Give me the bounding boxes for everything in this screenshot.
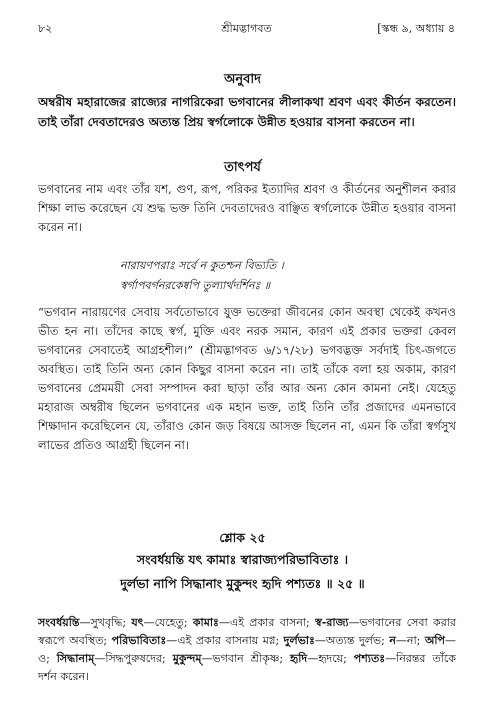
synonym-meaning: —এই প্রকার বাসনা; xyxy=(218,616,316,629)
synonym-meaning: —হৃদয়ে; xyxy=(307,652,354,665)
sloka-heading: শ্লোক ২৫ xyxy=(219,530,266,545)
purport-paragraph-2: “ভগবান নারায়ণের সেবায় সর্বতোভাবে যুক্ত ভক্তেরা জীবনের কোন অবস্থা থেকেই কখনও ভীত হন না। তাঁদের কাছে স্বর্গ, মুক্তি এবং নরক সমান, কারণ এই প্রকার ভক্তরা কেবল ভগবানের সেবাতেই আগ্রহশীল।” (শ্রীমদ্ভাগবত ৬/১৭/২৮) ভগবদ্ভক্ত সর্বদাই চিৎ-জগতে অবস্থিত। তাই তিনি অন্য কোন কিছুর বাসনা করেন না। তাই তাঁকে বলা হয় অকাম, কারণ ভগবানের প্রেমময়ী সেবা সম্পাদন করা ছাড়া তাঁর আর অন্য কোন কামনা নেই। যেহেতু মহারাজ অম্বরীষ ছিলেন ভগবানের এক মহান ভক্ত, তাই তিনি তাঁর প্রজাদের এমনভাবে শিক্ষাদান করেছিলেন যে, তাঁরাও কোন জড় বিষয়ে আসক্ত ছিলেন না, এমন কি তাঁরা স্বর্গসুখ লাভের প্রতিও আগ্রহী ছিলেন না। xyxy=(38,305,456,452)
synonym-meaning: —সুখবৃদ্ধি; xyxy=(79,616,132,629)
purport-heading: তাৎপর্য xyxy=(224,160,261,175)
synonym-meaning: —ভগবানের সেবা করার স্বরূপে অবস্থিত; xyxy=(38,616,456,647)
synonym-term: পরিভাবিতাঃ xyxy=(111,634,167,647)
synonym-term: মুকুন্দম্ xyxy=(172,652,202,665)
synonym-meaning: —না; xyxy=(395,634,425,647)
page-header xyxy=(38,20,455,36)
sloka-line-1: সংবর্ধয়ন্তি যৎ কামাঃ স্বারাজ্যপরিভাবিতাঃ । xyxy=(136,552,349,567)
synonym-meaning: —সিদ্ধপুরুষদের; xyxy=(94,652,173,665)
synonym-term: কামাঃ xyxy=(192,616,219,629)
synonym-meaning: —ও; xyxy=(38,634,456,665)
synonym-term: দুর্লভাঃ xyxy=(283,634,315,647)
quoted-verse-line-1: নারায়ণপরাঃ সর্বে ন কুতশ্চন বিভ্যতি । xyxy=(120,259,284,272)
synonym-term: হৃদি xyxy=(290,652,308,665)
synonym-term: পশ্যতঃ xyxy=(353,652,386,665)
synonym-meaning: —নিরন্তর তাঁকে দর্শন করেন। xyxy=(38,652,456,683)
sloka-line-2: দুর্লভা নাপি সিদ্ধানাং মুকুন্দং হৃদি পশ্যতঃ ॥ ২৫ ॥ xyxy=(120,576,365,591)
page-number: ৮২ xyxy=(38,22,53,35)
purport-paragraph-1: ভগবানের নাম এবং তাঁর যশ, গুণ, রূপ, পরিকর ইত্যাদির শ্রবণ ও কীর্তনের অনুশীলন করার শিক্ষা লাভ করেছেন যে শুদ্ধ ভক্ত তিনি দেবতাদেরও বাঞ্ছিত স্বর্গলোকে উন্নীত হওয়ার বাসনা করেন না। xyxy=(38,182,456,234)
synonym-meaning: —এই প্রকার বাসনায় মগ্ন; xyxy=(166,634,284,647)
synonym-meaning: —ভগবান শ্রীকৃষ্ণ; xyxy=(201,652,291,665)
translation-text: অম্বরীষ মহারাজের রাজ্যের নাগরিকেরা ভগবানের লীলাকথা শ্রবণ এবং কীর্তন করতেন। তাই তাঁরা দেবতাদেরও অত্যন্ত প্রিয় স্বর্গলোকে উন্নীত হওয়ার বাসনা করতেন না। xyxy=(38,95,456,129)
synonym-term: সংবর্ধয়ন্তি xyxy=(38,616,80,629)
chapter-reference: [স্কন্ধ ৯, অধ্যায় ৪ xyxy=(377,22,455,35)
synonym-term: স্ব-রাজ্য xyxy=(315,616,349,629)
synonym-term: অপি xyxy=(424,634,445,647)
translation-heading: অনুবাদ xyxy=(224,72,261,87)
synonym-term: সিদ্ধানাম্ xyxy=(56,652,95,665)
synonyms-block xyxy=(38,614,456,686)
synonym-term: যৎ xyxy=(131,616,144,629)
synonym-meaning: —যেহেতু; xyxy=(143,616,193,629)
book-title: শ্রীমদ্ভাগবত xyxy=(221,22,272,35)
quoted-verse-line-2: স্বর্গাপবর্গনরকেষ্বপি তুল্যার্থদর্শিনঃ ॥ xyxy=(120,279,271,292)
synonym-meaning: —অত্যন্ত দুর্লভ; xyxy=(314,634,390,647)
synonym-term: ন xyxy=(389,634,396,647)
